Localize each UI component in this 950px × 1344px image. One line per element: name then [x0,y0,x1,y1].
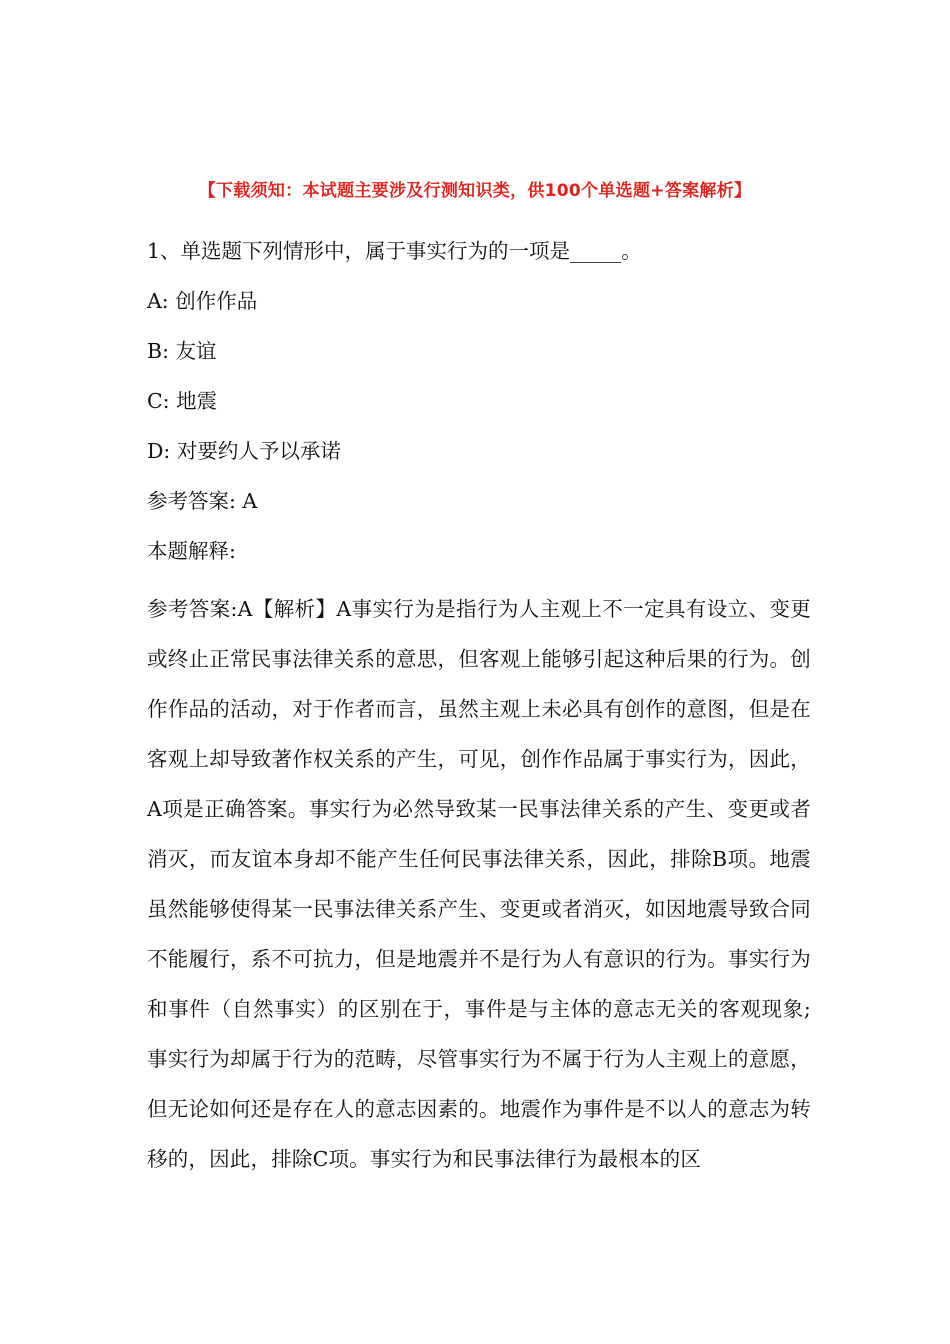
reference-answer: 参考答案: A [147,489,258,513]
question-block [147,234,811,1184]
question-stem: 1、单选题下列情形中，属于事实行为的一项是_____。 [147,239,642,263]
option-a: A: 创作作品 [147,289,258,313]
explanation-text: 参考答案:A【解析】A事实行为是指行为人主观上不一定具有设立、变更或终止正常民事法律关系的意思，但客观上能够引起这种后果的行为。创作作品的活动，对于作者而言，虽然主观上未必具有创作的意图，但是在客观上却导致著作权关系的产生，可见，创作作品属于事实行为，因此，A项是正确答案。事实行为必然导致某一民事法律关系的产生、变更或者消灭，而友谊本身却不能产生任何民事法律关系，因此，排除B项。地震虽然能够使得某一民事法律关系产生、变更或者消灭，如因地震导致合同不能履行，系不可抗力，但是地震并不是行为人有意识的行为。事实行为和事件（自然事实）的区别在于，事件是与主体的意志无关的客观现象;事实行为却属于行为的范畴，尽管事实行为不属于行为人主观上的意愿，但无论如何还是存在人的意志因素的。地震作为事件是不以人的意志为转移的，因此，排除C项。事实行为和民事法律行为最根本的区 [147,597,811,1171]
option-d: D: 对要约人予以承诺 [147,439,341,463]
explanation-heading: 本题解释: [147,539,236,563]
download-notice: 【下载须知：本试题主要涉及行测知识类，供100个单选题+答案解析】 [198,181,752,201]
option-c: C: 地震 [147,389,218,413]
option-b: B: 友谊 [147,339,217,363]
